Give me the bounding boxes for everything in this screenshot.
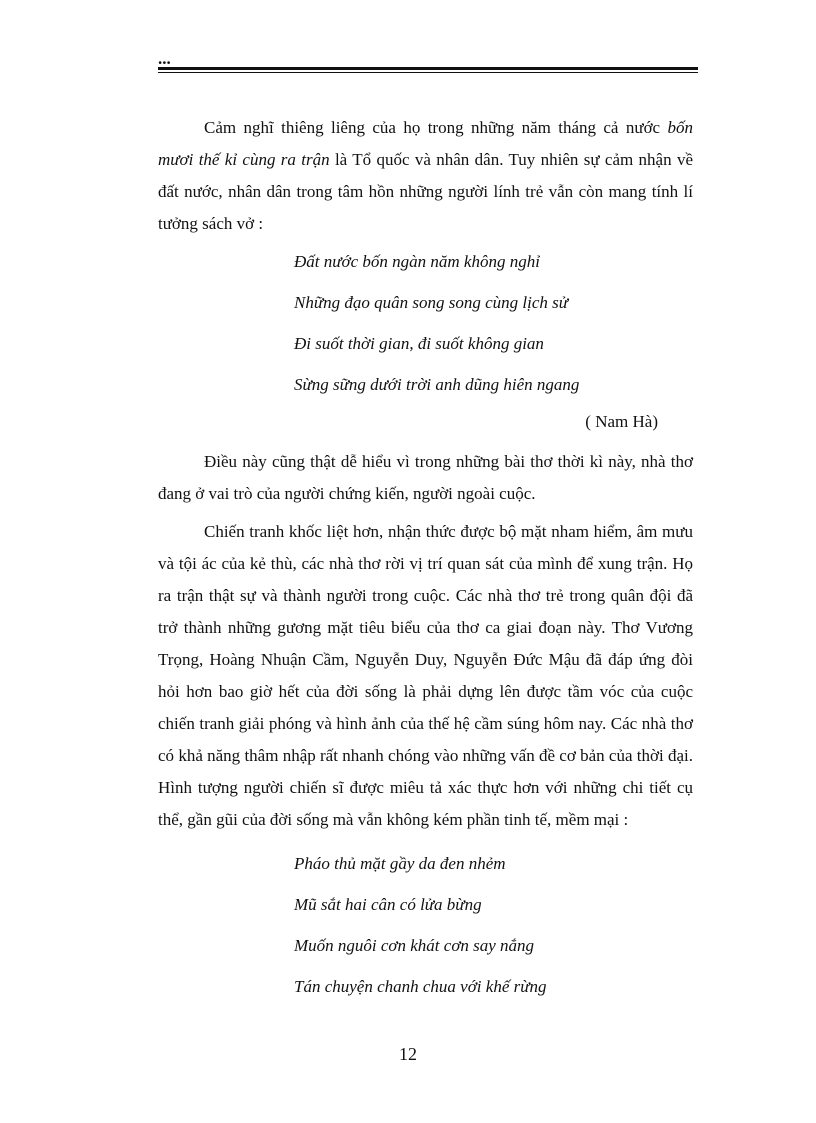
intro-paragraph — [158, 112, 693, 240]
verse-line: Những đạo quân song song cùng lịch sử — [294, 293, 569, 312]
verse-line: Tán chuyện chanh chua với khế rừng — [294, 977, 547, 996]
verse-two — [294, 843, 674, 1007]
header-ellipsis: ... — [158, 49, 171, 68]
verse-one — [294, 241, 674, 405]
header-rule-thin — [158, 72, 698, 73]
verse-attribution: ( Nam Hà) — [585, 412, 658, 431]
paragraph-two: Điều này cũng thật dễ hiểu vì trong những bài thơ thời kì này, nhà thơ đang ở vai trò của người chứng kiến, người ngoài cuộc. — [158, 452, 693, 503]
verse-line: Muốn nguôi cơn khát cơn say nắng — [294, 936, 535, 955]
verse-line: Mũ sắt hai cân có lửa bừng — [294, 895, 482, 914]
page-number: 12 — [399, 1044, 417, 1064]
paragraph-three: Chiến tranh khốc liệt hơn, nhận thức được bộ mặt nham hiểm, âm mưu và tội ác của kẻ thù, các nhà thơ rời vị trí quan sát của mình để xung trận. Họ ra trận thật sự và thành người trong cuộc. Các nhà thơ trẻ trong quân đội đã trở thành những gương mặt tiêu biểu của thơ ca giai đoạn này. Thơ Vương Trọng, Hoàng Nhuận Cầm, Nguyễn Duy, Nguyễn Đức Mậu đã đáp ứng đòi hỏi hơn bao giờ hết của đời sống là phải dựng lên được tầm vóc của cuộc chiến tranh giải phóng và hình ảnh của thế hệ cầm súng hôm nay. Các nhà thơ có khả năng thâm nhập rất nhanh chóng vào những vấn đề cơ bản của thời đại. Hình tượng người chiến sĩ được miêu tả xác thực hơn với những chi tiết cụ thể, gần gũi của đời sống mà vẫn không kém phần tinh tế, mềm mại : — [158, 522, 693, 829]
verse-line: Pháo thủ mặt gầy da đen nhẻm — [294, 854, 506, 873]
verse-line: Đi suốt thời gian, đi suốt không gian — [294, 334, 544, 353]
intro-italic-phrase: bốn mươi thế kỉ cùng ra trận — [158, 118, 693, 169]
intro-lead: Cảm nghĩ thiêng liêng của họ trong những năm tháng cả nước — [204, 118, 668, 137]
intro-tail: là Tổ quốc và nhân dân. Tuy nhiên sự cảm nhận về đất nước, nhân dân trong tâm hồn những người lính trẻ vẫn còn mang tính lí tưởng sách vở : — [158, 150, 693, 233]
verse-line: Sừng sững dưới trời anh dũng hiên ngang — [294, 375, 580, 394]
header-rule-thick — [158, 67, 698, 70]
verse-line: Đất nước bốn ngàn năm không nghỉ — [294, 252, 540, 271]
